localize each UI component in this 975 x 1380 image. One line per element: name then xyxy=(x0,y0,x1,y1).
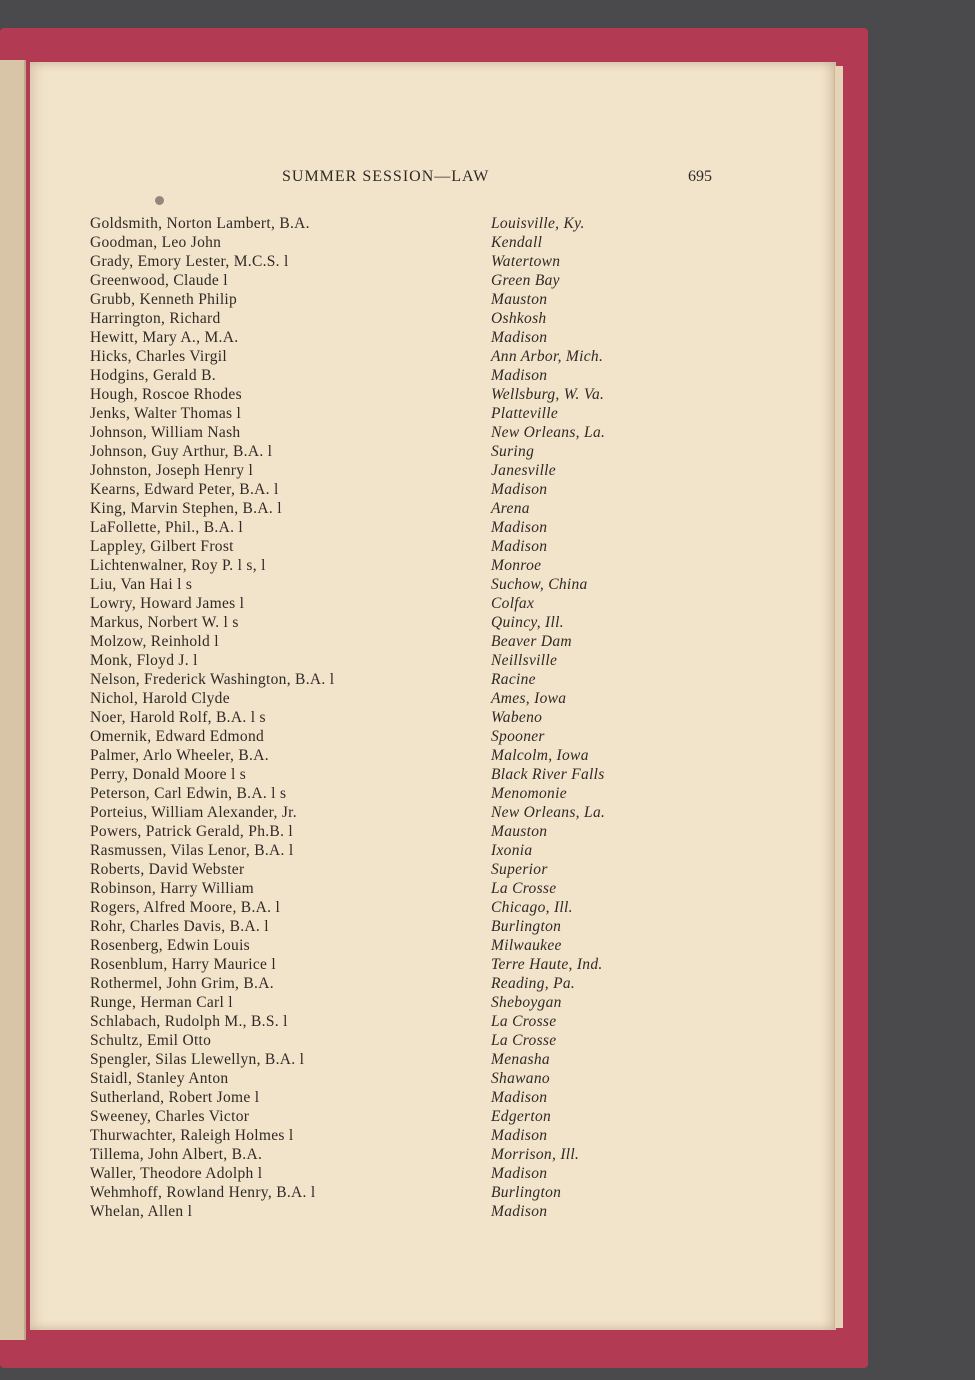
list-item xyxy=(90,1050,690,1069)
list-item xyxy=(90,765,690,784)
hometown: Spooner xyxy=(491,728,545,745)
student-name: Roberts, David Webster xyxy=(90,861,245,878)
list-item xyxy=(90,233,690,252)
list-item xyxy=(90,1012,690,1031)
hometown: Ann Arbor, Mich. xyxy=(491,348,604,365)
list-item xyxy=(90,328,690,347)
hometown: Wabeno xyxy=(491,709,543,726)
hometown: Malcolm, Iowa xyxy=(491,747,589,764)
student-name: Hodgins, Gerald B. xyxy=(90,367,216,384)
hometown: Neillsville xyxy=(491,652,558,669)
student-name: Peterson, Carl Edwin, B.A. l s xyxy=(90,785,287,802)
student-name: Rothermel, John Grim, B.A. xyxy=(90,975,274,992)
list-item xyxy=(90,708,690,727)
hometown: Menomonie xyxy=(491,785,567,802)
student-name: Lappley, Gilbert Frost xyxy=(90,538,234,555)
list-item xyxy=(90,860,690,879)
student-name: Rasmussen, Vilas Lenor, B.A. l xyxy=(90,842,294,859)
list-item xyxy=(90,727,690,746)
hometown: Arena xyxy=(491,500,530,517)
student-name: Hough, Roscoe Rhodes xyxy=(90,386,242,403)
list-item xyxy=(90,670,690,689)
student-name: Liu, Van Hai l s xyxy=(90,576,193,593)
student-name: Rohr, Charles Davis, B.A. l xyxy=(90,918,269,935)
hometown: Kendall xyxy=(491,234,543,251)
student-name: Waller, Theodore Adolph l xyxy=(90,1165,263,1182)
hometown: Wellsburg, W. Va. xyxy=(491,386,605,403)
list-item xyxy=(90,1145,690,1164)
hometown: Madison xyxy=(491,1165,548,1182)
student-name: Perry, Donald Moore l s xyxy=(90,766,247,783)
list-item xyxy=(90,689,690,708)
student-name: Rosenberg, Edwin Louis xyxy=(90,937,251,954)
student-name: Palmer, Arlo Wheeler, B.A. xyxy=(90,747,269,764)
hometown: Colfax xyxy=(491,595,535,612)
running-header: SUMMER SESSION—LAW xyxy=(282,168,490,185)
student-name: Powers, Patrick Gerald, Ph.B. l xyxy=(90,823,294,840)
list-item xyxy=(90,955,690,974)
student-name: Whelan, Allen l xyxy=(90,1203,193,1220)
list-item xyxy=(90,1126,690,1145)
student-name: Tillema, John Albert, B.A. xyxy=(90,1146,263,1163)
student-name: Porteius, William Alexander, Jr. xyxy=(90,804,297,821)
student-name: Johnston, Joseph Henry l xyxy=(90,462,254,479)
list-item xyxy=(90,1031,690,1050)
hometown: Suchow, China xyxy=(491,576,588,593)
student-name: Wehmhoff, Rowland Henry, B.A. l xyxy=(90,1184,316,1201)
list-item xyxy=(90,499,690,518)
previous-page-edge xyxy=(0,60,26,1340)
student-name: King, Marvin Stephen, B.A. l xyxy=(90,500,282,517)
student-name: Hewitt, Mary A., M.A. xyxy=(90,329,239,346)
student-name: Jenks, Walter Thomas l xyxy=(90,405,242,422)
hometown: Burlington xyxy=(491,918,562,935)
student-name: Noer, Harold Rolf, B.A. l s xyxy=(90,709,266,726)
student-name: Goldsmith, Norton Lambert, B.A. xyxy=(90,215,310,232)
student-name: Monk, Floyd J. l xyxy=(90,652,198,669)
list-item xyxy=(90,1069,690,1088)
student-name: Hicks, Charles Virgil xyxy=(90,348,227,365)
page-number: 695 xyxy=(688,168,712,185)
list-item xyxy=(90,879,690,898)
hometown: Black River Falls xyxy=(491,766,605,783)
hometown: Madison xyxy=(491,519,548,536)
hometown: Green Bay xyxy=(491,272,560,289)
hometown: Superior xyxy=(491,861,548,878)
student-list xyxy=(90,214,690,1221)
hometown: Morrison, Ill. xyxy=(491,1146,580,1163)
list-item xyxy=(90,841,690,860)
list-item xyxy=(90,746,690,765)
list-item xyxy=(90,537,690,556)
list-item xyxy=(90,898,690,917)
list-item xyxy=(90,651,690,670)
student-name: Nichol, Harold Clyde xyxy=(90,690,230,707)
hometown: Menasha xyxy=(491,1051,550,1068)
hometown: Terre Haute, Ind. xyxy=(491,956,603,973)
list-item xyxy=(90,271,690,290)
list-item xyxy=(90,518,690,537)
hometown: Madison xyxy=(491,1127,548,1144)
student-name: Grubb, Kenneth Philip xyxy=(90,291,238,308)
hometown: Reading, Pa. xyxy=(491,975,576,992)
list-item xyxy=(90,632,690,651)
student-name: Omernik, Edward Edmond xyxy=(90,728,265,745)
student-name: Spengler, Silas Llewellyn, B.A. l xyxy=(90,1051,305,1068)
hometown: Burlington xyxy=(491,1184,562,1201)
list-item xyxy=(90,404,690,423)
hometown: Quincy, Ill. xyxy=(491,614,564,631)
hometown: New Orleans, La. xyxy=(491,424,606,441)
list-item xyxy=(90,214,690,233)
student-name: LaFollette, Phil., B.A. l xyxy=(90,519,244,536)
student-name: Schultz, Emil Otto xyxy=(90,1032,212,1049)
list-item xyxy=(90,1164,690,1183)
hometown: Milwaukee xyxy=(491,937,562,954)
hometown: La Crosse xyxy=(491,880,557,897)
list-item xyxy=(90,974,690,993)
hometown: Shawano xyxy=(491,1070,550,1087)
list-item xyxy=(90,1183,690,1202)
hometown: Oshkosh xyxy=(491,310,547,327)
student-name: Thurwachter, Raleigh Holmes l xyxy=(90,1127,294,1144)
list-item xyxy=(90,423,690,442)
hometown: Mauston xyxy=(491,291,548,308)
list-item xyxy=(90,480,690,499)
list-item xyxy=(90,936,690,955)
student-name: Goodman, Leo John xyxy=(90,234,222,251)
hometown: Janesville xyxy=(491,462,556,479)
hometown: Suring xyxy=(491,443,535,460)
list-item xyxy=(90,613,690,632)
hometown: Monroe xyxy=(491,557,542,574)
hometown: Madison xyxy=(491,1089,548,1106)
hometown: New Orleans, La. xyxy=(491,804,606,821)
list-item xyxy=(90,1088,690,1107)
hometown: Madison xyxy=(491,1203,548,1220)
hometown: Madison xyxy=(491,481,548,498)
hometown: Mauston xyxy=(491,823,548,840)
student-name: Johnson, William Nash xyxy=(90,424,241,441)
hometown: La Crosse xyxy=(491,1032,557,1049)
list-item xyxy=(90,822,690,841)
page-stack-edge xyxy=(834,66,843,1328)
list-item xyxy=(90,290,690,309)
list-item xyxy=(90,1202,690,1221)
hometown: Ixonia xyxy=(491,842,533,859)
list-item xyxy=(90,366,690,385)
list-item xyxy=(90,803,690,822)
student-name: Staidl, Stanley Anton xyxy=(90,1070,229,1087)
student-name: Harrington, Richard xyxy=(90,310,221,327)
student-name: Kearns, Edward Peter, B.A. l xyxy=(90,481,279,498)
hometown: Watertown xyxy=(491,253,561,270)
hometown: Madison xyxy=(491,367,548,384)
ink-spot xyxy=(155,196,164,205)
student-name: Sweeney, Charles Victor xyxy=(90,1108,250,1125)
student-name: Sutherland, Robert Jome l xyxy=(90,1089,260,1106)
student-name: Robinson, Harry William xyxy=(90,880,254,897)
list-item xyxy=(90,309,690,328)
list-item xyxy=(90,1107,690,1126)
list-item xyxy=(90,347,690,366)
student-name: Johnson, Guy Arthur, B.A. l xyxy=(90,443,273,460)
list-item xyxy=(90,993,690,1012)
hometown: Madison xyxy=(491,538,548,555)
hometown: Madison xyxy=(491,329,548,346)
list-item xyxy=(90,594,690,613)
list-item xyxy=(90,917,690,936)
list-item xyxy=(90,442,690,461)
student-name: Runge, Herman Carl l xyxy=(90,994,233,1011)
list-item xyxy=(90,385,690,404)
hometown: Platteville xyxy=(491,405,558,422)
student-name: Schlabach, Rudolph M., B.S. l xyxy=(90,1013,288,1030)
student-name: Lichtenwalner, Roy P. l s, l xyxy=(90,557,266,574)
list-item xyxy=(90,575,690,594)
hometown: Ames, Iowa xyxy=(491,690,567,707)
student-name: Markus, Norbert W. l s xyxy=(90,614,239,631)
list-item xyxy=(90,461,690,480)
student-name: Lowry, Howard James l xyxy=(90,595,245,612)
hometown: Edgerton xyxy=(491,1108,552,1125)
hometown: Louisville, Ky. xyxy=(491,215,585,232)
hometown: La Crosse xyxy=(491,1013,557,1030)
list-item xyxy=(90,252,690,271)
hometown: Beaver Dam xyxy=(491,633,572,650)
student-name: Rogers, Alfred Moore, B.A. l xyxy=(90,899,281,916)
student-name: Greenwood, Claude l xyxy=(90,272,228,289)
list-item xyxy=(90,556,690,575)
hometown: Racine xyxy=(491,671,536,688)
student-name: Nelson, Frederick Washington, B.A. l xyxy=(90,671,335,688)
student-name: Molzow, Reinhold l xyxy=(90,633,219,650)
list-item xyxy=(90,784,690,803)
student-name: Rosenblum, Harry Maurice l xyxy=(90,956,277,973)
hometown: Chicago, Ill. xyxy=(491,899,573,916)
hometown: Sheboygan xyxy=(491,994,562,1011)
student-name: Grady, Emory Lester, M.C.S. l xyxy=(90,253,289,270)
